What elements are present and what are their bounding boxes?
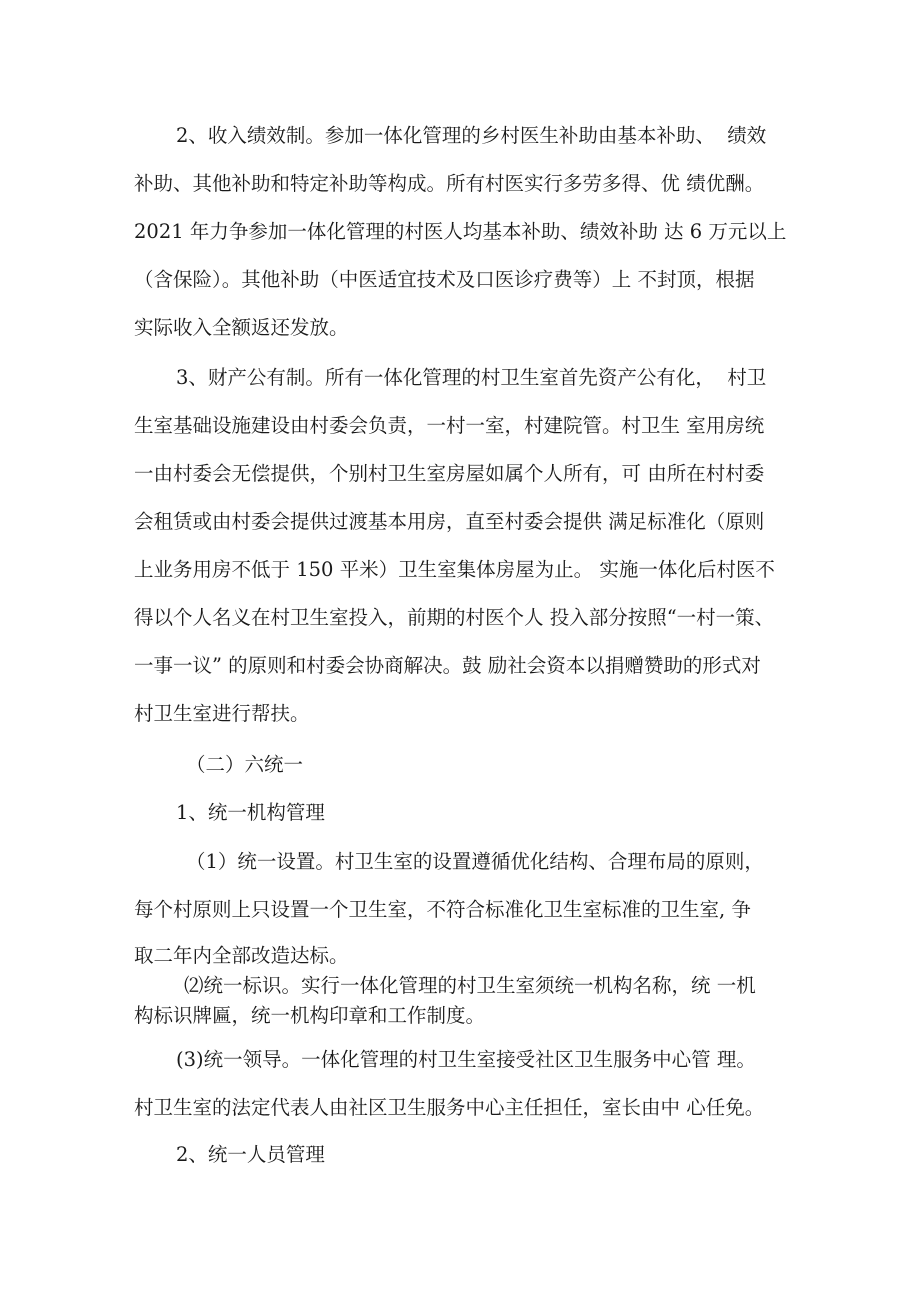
section-heading-six-unifications: （二）六统一 <box>186 753 304 776</box>
para-income-line-3: 2021 年力争参加一体化管理的村医人均基本补助、绩效补助 达 6 万元以上 <box>134 220 787 243</box>
para-unified-leadership-line-2: 村卫生室的法定代表人由社区卫生服务中心主任担任，室长由中 心任免。 <box>134 1096 765 1119</box>
para-unified-setup-line-2: 每个村原则上只设置一个卫生室，不符合标准化卫生室标准的卫生室, 争 <box>134 898 751 921</box>
para-property-line-4: 会租赁或由村委会提供过渡基本用房，直至村委会提供 满足标准化（原则 <box>134 510 765 533</box>
para-unified-identity-line-1: ⑵统一标识。实行一体化管理的村卫生室须统一机构名称，统 一机 <box>184 974 756 997</box>
para-property-line-1: 3、财产公有制。所有一体化管理的村卫生室首先资产公有化， 村卫 <box>176 366 767 389</box>
para-income-line-1: 2、收入绩效制。参加一体化管理的乡村医生补助由基本补助、 绩效 <box>176 124 767 147</box>
para-property-line-6: 得以个人名义在村卫生室投入，前期的村医个人 投入部分按照“一村一策、 <box>134 606 775 629</box>
para-property-line-3: 一由村委会无偿提供，个别村卫生室房屋如属个人所有，可 由所在村村委 <box>134 462 765 485</box>
para-property-line-7: 一事一议” 的原则和村委会协商解决。鼓 励社会资本以捐赠赞助的形式对 <box>134 654 761 677</box>
subheading-institution-management: 1、统一机构管理 <box>176 801 325 824</box>
para-property-line-8: 村卫生室进行帮扶。 <box>134 702 310 725</box>
para-unified-setup-line-3: 取二年内全部改造达标。 <box>134 944 349 967</box>
para-income-line-4: （含保险）。其他补助（中医适宜技术及口医诊疗费等）上 不封顶，根据 <box>134 268 755 291</box>
para-income-line-2: 补助、其他补助和特定补助等构成。所有村医实行多劳多得、优 绩优酬。 <box>134 172 765 195</box>
subheading-personnel-management: 2、统一人员管理 <box>176 1143 325 1166</box>
para-property-line-2: 生室基础设施建设由村委会负责，一村一室，村建院管。村卫生 室用房统 <box>134 414 765 437</box>
para-unified-identity-line-2: 构标识牌匾，统一机构印章和工作制度。 <box>134 1004 486 1027</box>
para-unified-setup-line-1: （1）统一设置。村卫生室的设置遵循优化结构、合理布局的原则， <box>186 850 764 873</box>
para-income-line-5: 实际收入全额返还发放。 <box>134 316 349 339</box>
para-property-line-5: 上业务用房不低于 150 平米）卫生室集体房屋为止。 实施一体化后村医不 <box>134 558 775 581</box>
para-unified-leadership-line-1: (3)统一领导。一体化管理的村卫生室接受社区卫生服务中心管 理。 <box>176 1048 756 1071</box>
